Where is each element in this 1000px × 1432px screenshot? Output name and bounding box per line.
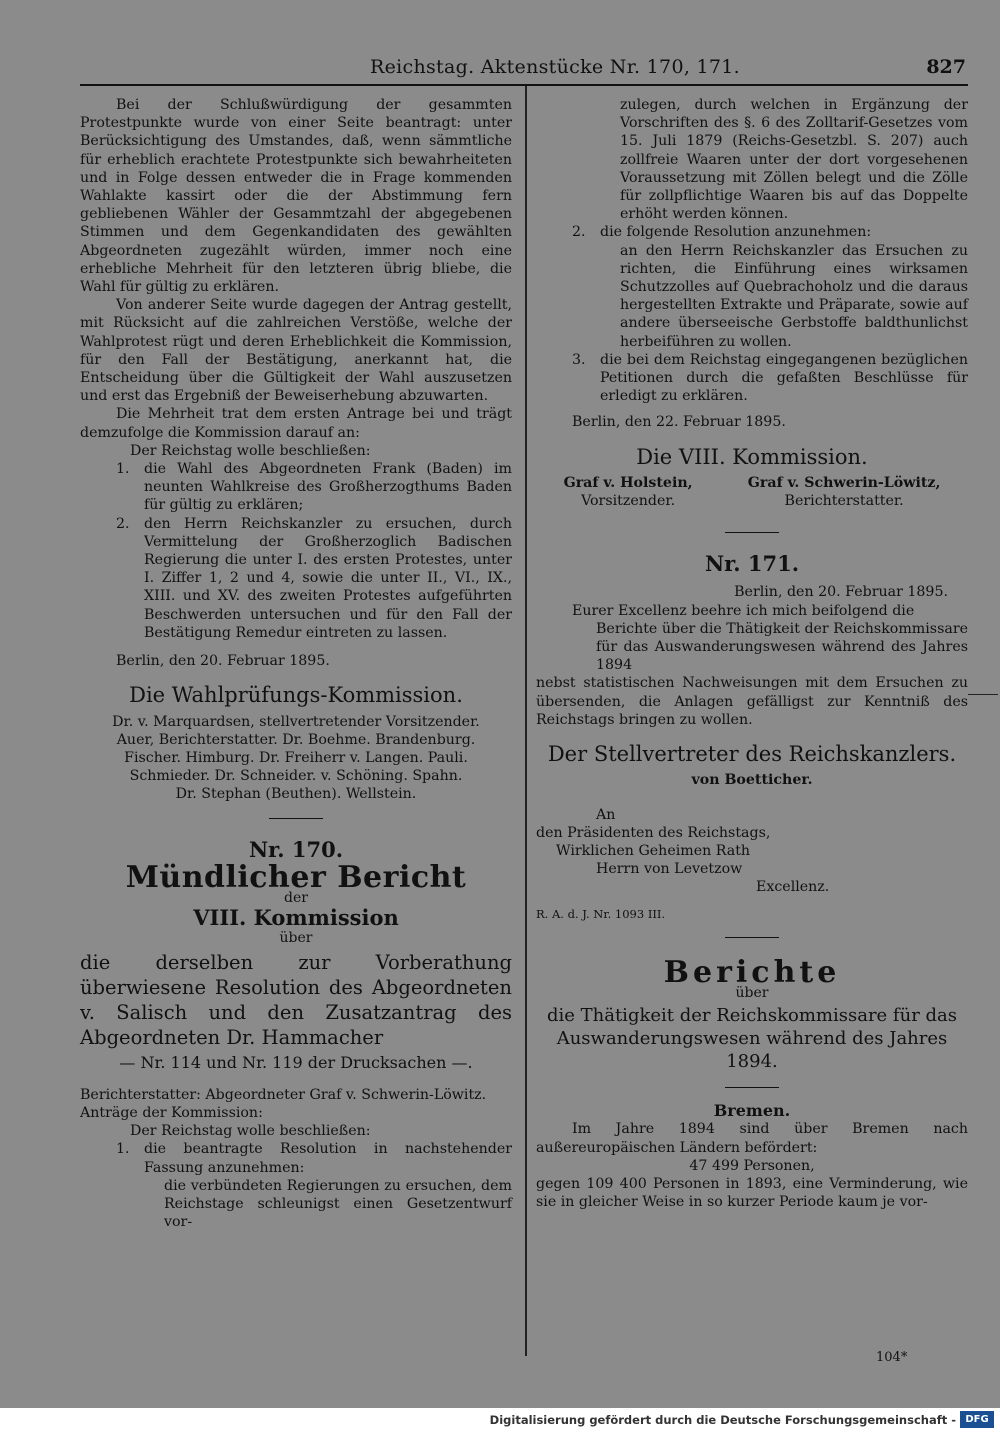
resolution-text: zulegen, durch welchen in Ergänzung der Vorschriften des §. 6 des Zolltarif-Gesetzes vom 15. Juli 1879 (Reichs-Gesetzbl. S. 207) auch zollfreie Waaren unter der dort vorgesehenen Voraussetzung mit Zöllen belegt und die Zölle für zollpflichtige Waaren bis auf das Doppelte erhöht werden können. [620, 97, 968, 223]
paragraph: Die Mehrheit trat dem ersten Antrage bei und trägt demzufolge die Kommission darauf an: [80, 406, 512, 441]
commission-heading: Die VIII. Kommission. [636, 444, 868, 469]
document-number: Nr. 170. [248, 836, 344, 862]
margin-mark [968, 694, 998, 719]
reference-number: R. A. d. J. Nr. 1093 III. [536, 906, 666, 921]
letter-enclosure: Berichte über die Thätigkeit der Reichskommissare für das Auswanderungswesen während des Jahres 1894 [596, 620, 968, 674]
proposals-line: Anträge der Kommission: [80, 1104, 263, 1121]
dfg-logo-icon: DFG [960, 1411, 994, 1428]
section-heading: Bremen. [713, 1101, 791, 1121]
signatures [536, 474, 968, 510]
signature-block: Graf v. Schwerin-Löwitz, Berichterstatter. [747, 474, 941, 510]
left-column [80, 96, 512, 1231]
signature-block: Graf v. Holstein, Vorsitzender. [563, 474, 693, 510]
paragraph: Von anderer Seite wurde dagegen der Antrag gestellt, mit Rücksicht auf die zahlreichen Verstöße, welche der Wahlprotest rügt und deren Erheblichkeit die Kommission, für den Fall der Bestätigung, anerkannt hat, die Entscheidung über die Gültigkeit der Wahl auszusetzen und erst das Ergebniß der Beweiserhebung abzuwarten. [80, 297, 512, 405]
footer-credit: Digitalisierung gefördert durch die Deutsche Forschungsgemeinschaft - [489, 1413, 956, 1427]
date-line: Berlin, den 20. Februar 1895. [116, 653, 330, 670]
sheet-number: 104* [876, 1350, 908, 1365]
header-title: Reichstag. Aktenstücke Nr. 170, 171. [370, 56, 741, 78]
list-item: 1. die beantragte Resolution in nachstehender Fassung anzunehmen: [116, 1141, 512, 1176]
members-line: Schmieder. Dr. Schneider. v. Schöning. Spahn. [129, 768, 463, 785]
members-line: Dr. Stephan (Beuthen). Wellstein. [175, 786, 417, 803]
letter-line: Eurer Excellenz beehre ich mich beifolgend die [572, 602, 915, 619]
list-item: 1. die Wahl des Abgeordneten Frank (Baden) im neunten Wahlkreise des Großherzogthums Baden für gültig zu erklären; [116, 461, 512, 514]
footer-bar [0, 1408, 1000, 1432]
page-number: 827 [926, 56, 966, 78]
address-block: An den Präsidenten des Reichstags, Wirklichen Geheimen Rath Herrn von Levetzow Excellenz. [536, 806, 830, 896]
resolution-text: an den Herrn Reichskanzler das Ersuchen zu richten, die Einführung eines wirksamen Schutzzolles auf Quebrachoholz und die daraus hergestellten Extrakte und Präparate, sowie auf andere überseeische Gerbstoffe baldthunlichst herbeiführen zu wollen. [620, 242, 968, 350]
date-line: Berlin, den 22. Februar 1895. [572, 414, 786, 431]
paragraph: Im Jahre 1894 sind über Bremen nach außereuropäischen Ländern befördert: [536, 1121, 968, 1156]
members-line: Fischer. Himburg. Dr. Freiherr v. Langen. Pauli. [124, 749, 468, 766]
connector-text: über [279, 930, 313, 947]
separator-rule [269, 818, 323, 819]
list-item: 3. die bei dem Reichstag eingegangenen bezüglichen Petitionen durch die gefaßten Beschlüsse für erledigt zu erklären. [572, 351, 968, 405]
deputy-title: Der Stellvertreter des Reichskanzlers. [547, 742, 957, 767]
document-number: Nr. 171. [704, 551, 800, 577]
resolve-line: Der Reichstag wolle beschließen: [130, 1123, 371, 1140]
drucksachen-ref: — Nr. 114 und Nr. 119 der Drucksachen —. [119, 1052, 473, 1072]
connector-text: der [284, 889, 308, 906]
reports-subject: die Thätigkeit der Reichskommissare für das Auswanderungswesen während des Jahres 1894. [546, 1005, 958, 1073]
proposal-list [536, 223, 968, 241]
paragraph: gegen 109 400 Personen in 1893, eine Verminderung, wie sie in gleicher Weise in so kurzer Periode kaum je vor- [536, 1175, 968, 1211]
separator-rule [725, 532, 779, 533]
members-line: Dr. v. Marquardsen, stellvertretender Vorsitzender. [112, 713, 480, 730]
report-title: Mündlicher Bericht [125, 859, 467, 895]
resolve-line: Der Reichstag wolle beschließen: [130, 442, 371, 459]
date-line: Berlin, den 20. Februar 1895. [734, 584, 948, 601]
resolution-subject: die derselben zur Vorberathung überwiesene Resolution des Abgeordneten v. Salisch und den Zusatzantrag des Abgeordneten Dr. Hammacher [80, 950, 512, 1049]
members-line: Auer, Berichterstatter. Dr. Boehme. Brandenburg. [116, 731, 476, 748]
right-column [536, 96, 968, 1211]
separator-rule [725, 1087, 779, 1088]
proposal-list [536, 351, 968, 406]
commission-heading: Die Wahlprüfungs-Kommission. [129, 683, 463, 708]
list-item: 2. die folgende Resolution anzunehmen: [572, 224, 872, 241]
list-item: 2. den Herrn Reichskanzler zu ersuchen, durch Vermittelung der Großherzoglich Badischen Regierung die unter I. des ersten Protestes, unter I. Ziffer 1, 2 und 4, sowie die unter II., VI., IX., XIII. und XV. des zweiten Protestes aufgeführten Beschwerden untersuchen und für den Fall der Bestätigung Remedur eintreten zu lassen. [116, 515, 512, 641]
letter-line: nebst statistischen Nachweisungen mit dem Ersuchen zu übersenden, die Anlagen gefälligst zur Kenntniß des Reichstags bringen zu wollen. [536, 675, 968, 728]
connector-text: über [735, 984, 769, 1001]
reports-title: Berichte [663, 954, 841, 990]
reporter-line: Berichterstatter: Abgeordneter Graf v. Schwerin-Löwitz. [80, 1086, 487, 1103]
count-line: 47 499 Personen, [689, 1157, 815, 1174]
commission-title: VIII. Kommission [193, 905, 399, 931]
separator-rule [725, 937, 779, 938]
proposal-list [80, 1140, 512, 1176]
paragraph: Bei der Schlußwürdigung der gesammten Protestpunkte wurde von einer Seite beantragt: unter Berücksichtigung des Umstandes, daß, wenn sämmtliche für erheblich erachtete Protestpunkte sich bewahrheiteten und in Folge dessen entweder die in Frage kommenden Wahlakte kassirt oder die der Abstimmung fern gebliebenen Wähler der Gesammtzahl der abgegebenen Stimmen und dem Gegenkandidaten des gewählten Abgeordneten zugezählt würden, immer noch eine erhebliche Mehrheit für den letzteren übrig bliebe, die Wahl für gültig zu erklären. [80, 97, 512, 296]
motion-list [80, 460, 512, 642]
column-divider [525, 86, 527, 1356]
deputy-name: von Boetticher. [691, 772, 813, 789]
page-header [80, 54, 968, 86]
resolution-text: die verbündeten Regierungen zu ersuchen, dem Reichstage schleunigst einen Gesetzentwurf vor- [164, 1177, 512, 1231]
